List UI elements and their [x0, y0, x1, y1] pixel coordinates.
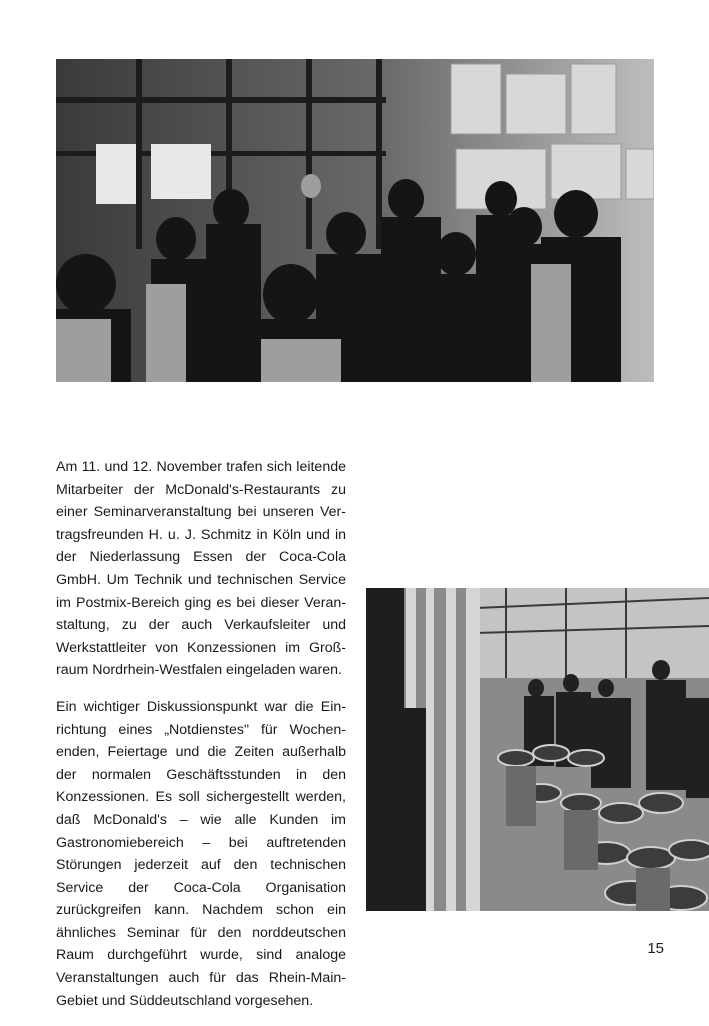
article-body	[56, 456, 346, 1026]
warehouse-photo-art	[56, 59, 654, 382]
page-number: 15	[647, 940, 664, 957]
article-paragraph-2: Ein wichtiger Diskussionspunkt war die Einrichtung eines „Notdienstes" für Wochenenden, Feiertage und die Zeiten außerhalb der normalen Geschäftsstunden in den Konzessionen. Es soll sichergestellt werden, daß McDonald's – wie alle Kunden im Gastronomiebereich – bei auftretenden Störungen jederzeit auf den technischen Service der Coca-Cola Organisation zurückgreifen kann. Nachdem schon ein ähnliches Seminar für den norddeutschen Raum durchgeführt wurde, sind analoge Veranstaltungen auch für das Rhein-Main-Gebiet und Süddeutschland vorgesehen.	[56, 698, 346, 1009]
keg-hall-photo-art	[366, 588, 709, 911]
article-paragraph-1: Am 11. und 12. November trafen sich leitende Mitarbeiter der McDonald's-Restaurants zu einer Seminarveranstaltung bei unseren Vertragsfreunden H. u. J. Schmitz in Köln und in der Niederlassung Essen der Coca-Cola GmbH. Um Technik und technischen Service im Postmix-Bereich ging es bei dieser Veranstaltung, zu der auch Verkaufsleiter und Werkstattleiter von Konzessionen im Großraum Nordrhein-Westfalen eingeladen waren.	[56, 459, 346, 679]
keg-hall-group-photo	[366, 588, 709, 911]
warehouse-group-photo	[56, 59, 654, 382]
